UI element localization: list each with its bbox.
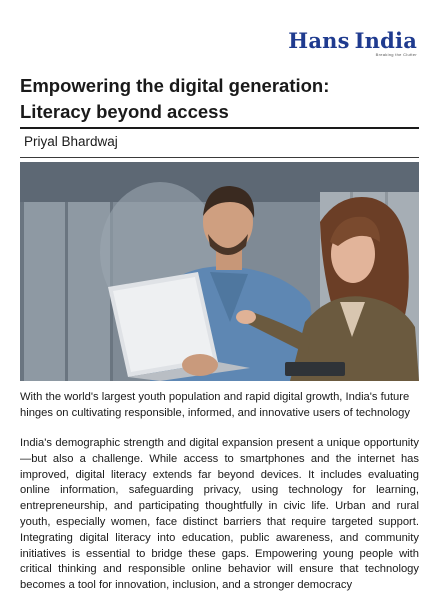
hans-india-logo[interactable] [288,30,417,51]
headline-divider [20,127,419,129]
masthead [288,30,417,57]
logo-brand-second: India [354,28,417,53]
article-lede: With the world's largest youth population and rapid digital growth, India's future hinges on cultivating responsible, informed, and innovative users of technology [20,391,410,419]
byline-divider [20,157,419,158]
headline-line-1: Empowering the digital generation: [20,75,330,96]
article-body: India's demographic strength and digital expansion present a unique opportunity—but also a challenge. While access to smartphones and the internet has improved, digital literacy extends far beyond devices. It includes evaluating online information, safeguarding privacy, using technology for learning, entrepreneurship, and participating thoughtfully in civic life. Urban and rural youth, especially women, face distinct barriers that require targeted support. Integrating digital literacy into education, public awareness, and community initiatives is essential to bridge these gaps. Empowering young people with critical thinking and responsible online behavior will ensure that technology becomes a tool for innovation, inclusion, and a stronger democracy [20,437,419,592]
office-laptop-photo-illustration [20,162,419,381]
article-headline [20,73,420,125]
logo-brand-first: Hans [288,28,350,53]
logo-tagline: Breaking the Clutter [375,52,417,57]
article-byline: Priyal Bhardwaj [24,134,118,149]
article-photo [20,162,419,381]
headline-line-2: Literacy beyond access [20,101,229,122]
